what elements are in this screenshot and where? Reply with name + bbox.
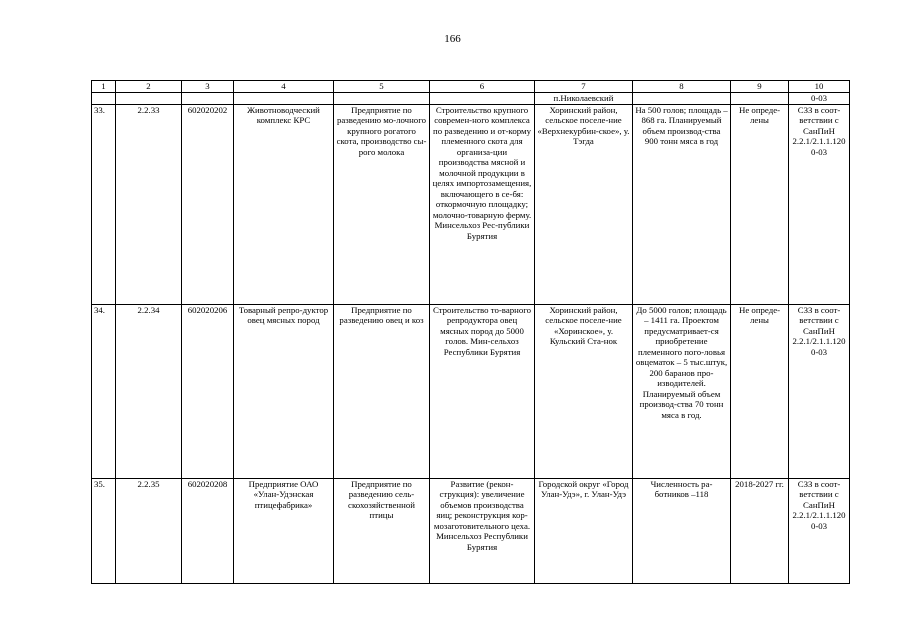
object-characteristics: До 5000 голов; площадь – 1411 га. Проектом предусматривает-ся приобретение племенного пого-ловья овцематок – 5 тыс.штук, 200 баранов про-изводителей. Планируемый объем производ-ства 70 тонн мяса в год. (633, 304, 731, 478)
header-cell: 6 (430, 81, 535, 93)
object-purpose: Предприятие по разведению мо-лочного крупного рогатого скота, производство сы-рого молока (334, 104, 430, 304)
object-zone: СЗЗ в соот-ветствии с СанПиН 2.2.1/2.1.1.120 0-03 (789, 104, 850, 304)
object-zone: СЗЗ в соот-ветствии с СанПиН 2.2.1/2.1.1.120 0-03 (789, 304, 850, 478)
object-term: 2018-2027 гг. (731, 478, 789, 583)
location-cell: п.Николаевский (535, 93, 633, 105)
table-row (92, 304, 850, 478)
row-number: 34. (92, 304, 116, 478)
object-zone: СЗЗ в соот-ветствии с СанПиН 2.2.1/2.1.1.120 0-03 (789, 478, 850, 583)
object-name: Предприятие ОАО «Улан-Удэнская птицефабрика» (234, 478, 334, 583)
object-purpose: Предприятие по разведению овец и коз (334, 304, 430, 478)
table-cell (731, 93, 789, 105)
object-location: Хоринский район, сельское поселе-ние «Верхнекурбин-ское», у. Тэгда (535, 104, 633, 304)
object-name: Животноводческий комплекс КРС (234, 104, 334, 304)
table-row (92, 104, 850, 304)
header-cell: 7 (535, 81, 633, 93)
header-cell: 5 (334, 81, 430, 93)
object-purpose: Предприятие по разведению сель-скохозяйственной птицы (334, 478, 430, 583)
table-cell (234, 93, 334, 105)
table-cell (430, 93, 535, 105)
header-cell: 10 (789, 81, 850, 93)
objects-table (91, 80, 850, 584)
header-cell: 4 (234, 81, 334, 93)
row-code: 602020206 (182, 304, 234, 478)
object-term: Не опреде-лены (731, 304, 789, 478)
row-index: 2.2.34 (116, 304, 182, 478)
object-description: Строительство крупного современ-ного комплекса по разведению и от-корму племенного скота для организа-ции производства мясной и молочной продукции в целях импортозамещения, включающего в се-бя: откормочную площадку; молочно-товарную ферму. Минсельхоз Рес-публики Бурятия (430, 104, 535, 304)
object-name: Товарный репро-дуктор овец мясных пород (234, 304, 334, 478)
object-location: Хоринский район, сельское поселе-ние «Хоринское», у. Кульский Ста-нок (535, 304, 633, 478)
object-characteristics: На 500 голов; площадь – 868 га. Планируемый объем производ-ства 900 тонн мяса в год (633, 104, 731, 304)
object-location: Городской округ «Город Улан-Удэ», г. Улан-Удэ (535, 478, 633, 583)
object-characteristics: Численность ра-ботников –118 (633, 478, 731, 583)
zone-cell: 0-03 (789, 93, 850, 105)
header-cell: 1 (92, 81, 116, 93)
object-term: Не опреде-лены (731, 104, 789, 304)
continuation-row (92, 93, 850, 105)
row-index: 2.2.33 (116, 104, 182, 304)
header-row (92, 81, 850, 93)
row-index: 2.2.35 (116, 478, 182, 583)
table-row (92, 478, 850, 583)
row-code: 602020202 (182, 104, 234, 304)
object-description: Строительство то-варного репродуктора овец мясных пород до 5000 голов. Мин-сельхоз Республики Бурятия (430, 304, 535, 478)
header-cell: 8 (633, 81, 731, 93)
header-cell: 9 (731, 81, 789, 93)
table-cell (182, 93, 234, 105)
page-number: 166 (444, 33, 461, 45)
table-cell (116, 93, 182, 105)
header-cell: 2 (116, 81, 182, 93)
table-cell (334, 93, 430, 105)
table-cell (633, 93, 731, 105)
table-cell (92, 93, 116, 105)
object-description: Развитие (рекон-струкция): увеличение объемов производства яиц; реконструкция кор-мозаготовительного цеха. Минсельхоз Республики Бурятия (430, 478, 535, 583)
row-code: 602020208 (182, 478, 234, 583)
row-number: 33. (92, 104, 116, 304)
header-cell: 3 (182, 81, 234, 93)
row-number: 35. (92, 478, 116, 583)
